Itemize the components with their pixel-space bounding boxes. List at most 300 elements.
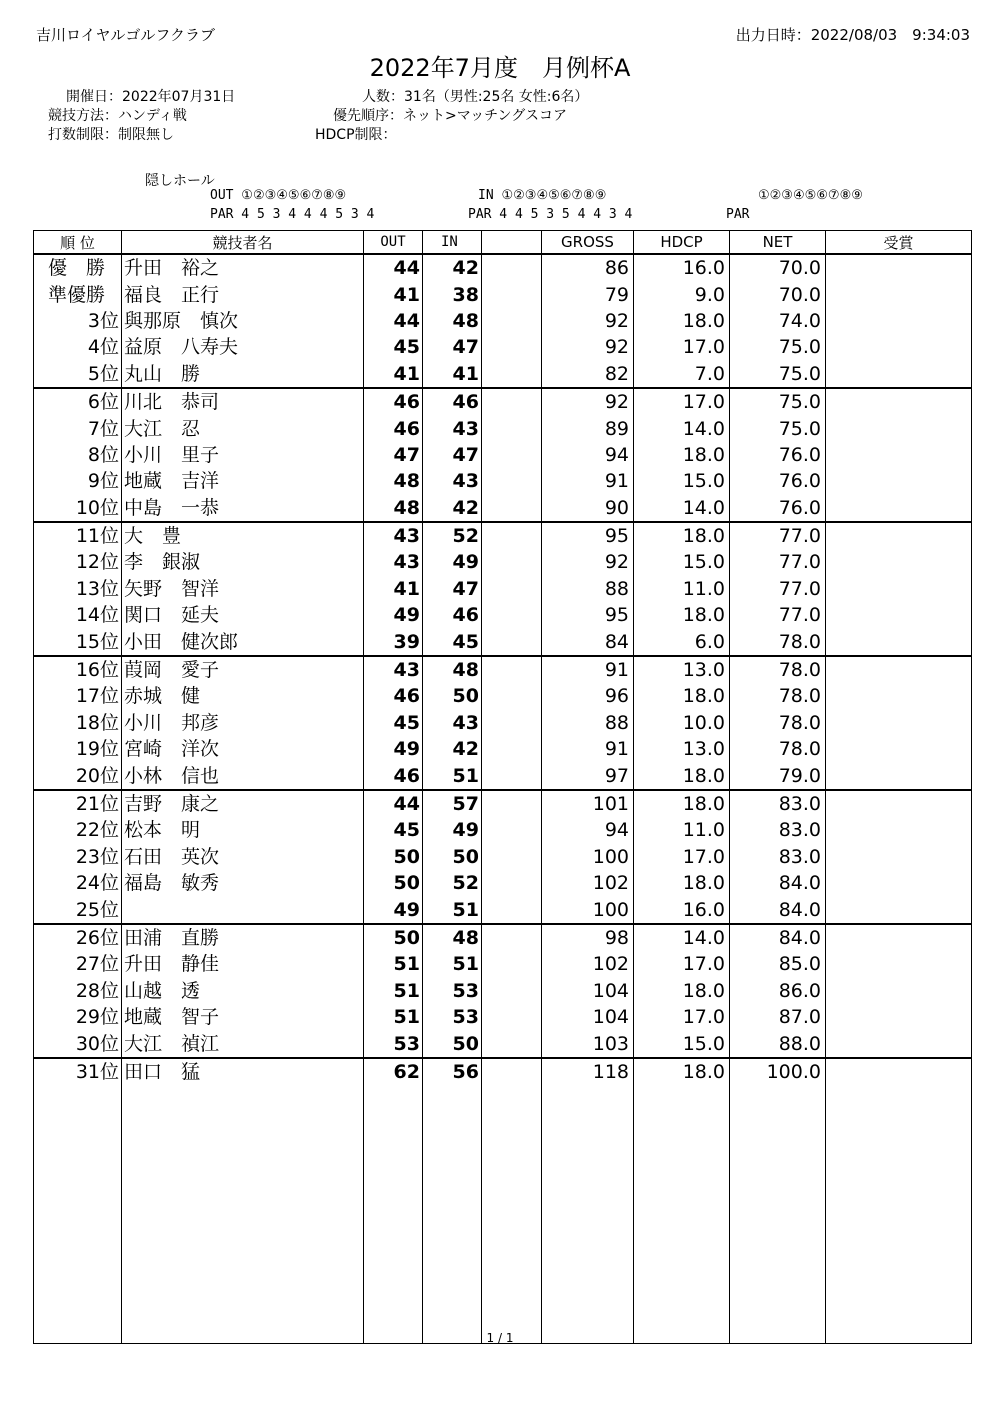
cell-award bbox=[826, 1004, 972, 1030]
cell-blank bbox=[482, 522, 542, 549]
cell-net: 70.0 bbox=[730, 254, 826, 281]
player-count: 人数：31名（男性:25名 女性:6名） bbox=[362, 89, 589, 105]
cell-blank bbox=[482, 628, 542, 655]
cell-award bbox=[826, 468, 972, 494]
cell-out: 45 bbox=[364, 710, 423, 736]
cell-in: 43 bbox=[423, 415, 482, 441]
cell-net: 78.0 bbox=[730, 656, 826, 683]
cell-name: 地蔵 吉洋 bbox=[122, 468, 364, 494]
cell-gross: 89 bbox=[542, 415, 634, 441]
cell-net: 88.0 bbox=[730, 1030, 826, 1057]
header-rank: 順 位 bbox=[34, 231, 122, 255]
cell-net: 78.0 bbox=[730, 628, 826, 655]
cell-out: 50 bbox=[364, 924, 423, 951]
cell-blank bbox=[482, 896, 542, 923]
table-row bbox=[34, 576, 972, 602]
cell-hdcp: 13.0 bbox=[634, 656, 730, 683]
cell-hdcp: 17.0 bbox=[634, 844, 730, 870]
cell-name: 吉野 康之 bbox=[122, 790, 364, 817]
cell-gross: 97 bbox=[542, 762, 634, 789]
cell-out: 53 bbox=[364, 1030, 423, 1057]
cell-award bbox=[826, 442, 972, 468]
cell-name: 小林 信也 bbox=[122, 762, 364, 789]
event-info-right bbox=[315, 88, 588, 145]
cell-name: 地蔵 智子 bbox=[122, 1004, 364, 1030]
cell-in: 49 bbox=[423, 549, 482, 575]
cell-rank: 準優勝 bbox=[34, 281, 122, 307]
cell-hdcp: 16.0 bbox=[634, 896, 730, 923]
cell-rank: 11位 bbox=[34, 522, 122, 549]
cell-gross: 92 bbox=[542, 388, 634, 415]
cell-hdcp: 17.0 bbox=[634, 1004, 730, 1030]
cell-net: 84.0 bbox=[730, 896, 826, 923]
cell-name: 與那原 慎次 bbox=[122, 308, 364, 334]
cell-award bbox=[826, 762, 972, 789]
cell-hdcp: 16.0 bbox=[634, 254, 730, 281]
table-filler-row bbox=[34, 1085, 972, 1344]
cell-gross: 86 bbox=[542, 254, 634, 281]
table-row bbox=[34, 442, 972, 468]
cell-gross: 98 bbox=[542, 924, 634, 951]
cell-gross: 104 bbox=[542, 978, 634, 1004]
table-row bbox=[34, 522, 972, 549]
cell-gross: 84 bbox=[542, 628, 634, 655]
cell-name: 大 豊 bbox=[122, 522, 364, 549]
cell-net: 75.0 bbox=[730, 361, 826, 388]
cell-in: 47 bbox=[423, 576, 482, 602]
cell-gross: 94 bbox=[542, 442, 634, 468]
cell-net: 79.0 bbox=[730, 762, 826, 789]
cell-rank: 31位 bbox=[34, 1058, 122, 1085]
cell-name: 福島 敏秀 bbox=[122, 870, 364, 896]
competition-method: 競技方法：ハンディ戦 bbox=[48, 108, 187, 124]
cell-gross: 92 bbox=[542, 308, 634, 334]
filler-cell bbox=[826, 1085, 972, 1344]
table-row bbox=[34, 683, 972, 709]
cell-rank: 20位 bbox=[34, 762, 122, 789]
cell-name: 山越 透 bbox=[122, 978, 364, 1004]
cell-rank: 10位 bbox=[34, 495, 122, 522]
cell-gross: 102 bbox=[542, 951, 634, 977]
cell-net: 85.0 bbox=[730, 951, 826, 977]
cell-name: 益原 八寿夫 bbox=[122, 334, 364, 360]
cell-net: 76.0 bbox=[730, 442, 826, 468]
cell-award bbox=[826, 254, 972, 281]
cell-in: 53 bbox=[423, 1004, 482, 1030]
par-in: PAR 4 4 5 3 5 4 4 3 4 bbox=[468, 207, 633, 222]
cell-gross: 96 bbox=[542, 683, 634, 709]
cell-blank bbox=[482, 495, 542, 522]
cell-rank: 優 勝 bbox=[34, 254, 122, 281]
header-out: OUT bbox=[364, 231, 423, 255]
cell-gross: 79 bbox=[542, 281, 634, 307]
cell-out: 51 bbox=[364, 978, 423, 1004]
cell-net: 77.0 bbox=[730, 549, 826, 575]
filler-cell bbox=[634, 1085, 730, 1344]
cell-blank bbox=[482, 334, 542, 360]
cell-award bbox=[826, 924, 972, 951]
cell-hdcp: 6.0 bbox=[634, 628, 730, 655]
cell-in: 46 bbox=[423, 388, 482, 415]
cell-net: 83.0 bbox=[730, 790, 826, 817]
cell-net: 87.0 bbox=[730, 1004, 826, 1030]
cell-out: 45 bbox=[364, 817, 423, 843]
cell-name: 升田 静佳 bbox=[122, 951, 364, 977]
cell-name: 宮崎 洋次 bbox=[122, 736, 364, 762]
cell-rank: 12位 bbox=[34, 549, 122, 575]
cell-name: 小田 健次郎 bbox=[122, 628, 364, 655]
cell-rank: 13位 bbox=[34, 576, 122, 602]
cell-award bbox=[826, 656, 972, 683]
cell-out: 47 bbox=[364, 442, 423, 468]
cell-blank bbox=[482, 790, 542, 817]
cell-name: 田口 猛 bbox=[122, 1058, 364, 1085]
cell-gross: 100 bbox=[542, 896, 634, 923]
cell-blank bbox=[482, 978, 542, 1004]
cell-rank: 30位 bbox=[34, 1030, 122, 1057]
cell-hdcp: 10.0 bbox=[634, 710, 730, 736]
cell-net: 84.0 bbox=[730, 870, 826, 896]
cell-award bbox=[826, 710, 972, 736]
output-datetime: 出力日時：2022/08/03 9:34:03 bbox=[735, 26, 970, 44]
cell-in: 51 bbox=[423, 951, 482, 977]
cell-out: 49 bbox=[364, 896, 423, 923]
cell-award bbox=[826, 549, 972, 575]
cell-name: 関口 延夫 bbox=[122, 602, 364, 628]
table-row bbox=[34, 549, 972, 575]
cell-gross: 103 bbox=[542, 1030, 634, 1057]
header-in: IN bbox=[423, 231, 482, 255]
stroke-limit: 打数制限：制限無し bbox=[48, 127, 174, 143]
cell-rank: 15位 bbox=[34, 628, 122, 655]
table-row bbox=[34, 817, 972, 843]
cell-gross: 101 bbox=[542, 790, 634, 817]
cell-rank: 16位 bbox=[34, 656, 122, 683]
filler-cell bbox=[730, 1085, 826, 1344]
cell-name: 田浦 直勝 bbox=[122, 924, 364, 951]
cell-in: 52 bbox=[423, 522, 482, 549]
cell-out: 41 bbox=[364, 281, 423, 307]
cell-award bbox=[826, 790, 972, 817]
cell-blank bbox=[482, 468, 542, 494]
cell-net: 76.0 bbox=[730, 495, 826, 522]
cell-in: 47 bbox=[423, 334, 482, 360]
cell-in: 53 bbox=[423, 978, 482, 1004]
table-row bbox=[34, 361, 972, 388]
filler-cell bbox=[364, 1085, 423, 1344]
hidden-holes-out: OUT ①②③④⑤⑥⑦⑧⑨ bbox=[210, 188, 347, 203]
cell-rank: 4位 bbox=[34, 334, 122, 360]
cell-out: 48 bbox=[364, 468, 423, 494]
cell-award bbox=[826, 308, 972, 334]
table-row bbox=[34, 844, 972, 870]
cell-blank bbox=[482, 549, 542, 575]
cell-blank bbox=[482, 442, 542, 468]
table-row bbox=[34, 978, 972, 1004]
header-hdcp: HDCP bbox=[634, 231, 730, 255]
table-row bbox=[34, 334, 972, 360]
cell-name: 升田 裕之 bbox=[122, 254, 364, 281]
cell-in: 43 bbox=[423, 710, 482, 736]
filler-cell bbox=[482, 1085, 542, 1344]
cell-award bbox=[826, 522, 972, 549]
cell-award bbox=[826, 388, 972, 415]
cell-hdcp: 17.0 bbox=[634, 388, 730, 415]
cell-rank: 25位 bbox=[34, 896, 122, 923]
cell-rank: 5位 bbox=[34, 361, 122, 388]
cell-hdcp: 18.0 bbox=[634, 870, 730, 896]
cell-blank bbox=[482, 683, 542, 709]
hdcp-limit: HDCP制限： bbox=[315, 127, 397, 143]
cell-net: 75.0 bbox=[730, 415, 826, 441]
cell-net: 86.0 bbox=[730, 978, 826, 1004]
cell-hdcp: 17.0 bbox=[634, 951, 730, 977]
par-extra: PAR bbox=[726, 207, 750, 222]
table-row bbox=[34, 1058, 972, 1085]
cell-out: 46 bbox=[364, 388, 423, 415]
cell-gross: 92 bbox=[542, 549, 634, 575]
table-row bbox=[34, 656, 972, 683]
cell-award bbox=[826, 736, 972, 762]
cell-out: 49 bbox=[364, 736, 423, 762]
cell-award bbox=[826, 602, 972, 628]
cell-gross: 94 bbox=[542, 817, 634, 843]
cell-name: 福良 正行 bbox=[122, 281, 364, 307]
hidden-holes-label: 隠しホール bbox=[145, 173, 215, 189]
cell-hdcp: 18.0 bbox=[634, 442, 730, 468]
cell-net: 75.0 bbox=[730, 388, 826, 415]
cell-blank bbox=[482, 736, 542, 762]
cell-gross: 91 bbox=[542, 736, 634, 762]
cell-net: 78.0 bbox=[730, 710, 826, 736]
cell-out: 44 bbox=[364, 254, 423, 281]
cell-blank bbox=[482, 951, 542, 977]
cell-out: 50 bbox=[364, 870, 423, 896]
cell-name: 葭岡 愛子 bbox=[122, 656, 364, 683]
results-table bbox=[33, 230, 972, 1344]
cell-award bbox=[826, 628, 972, 655]
table-row bbox=[34, 388, 972, 415]
cell-in: 42 bbox=[423, 736, 482, 762]
cell-hdcp: 18.0 bbox=[634, 683, 730, 709]
cell-rank: 18位 bbox=[34, 710, 122, 736]
cell-net: 83.0 bbox=[730, 844, 826, 870]
cell-blank bbox=[482, 1030, 542, 1057]
header-net: NET bbox=[730, 231, 826, 255]
cell-blank bbox=[482, 710, 542, 736]
cell-gross: 91 bbox=[542, 468, 634, 494]
table-row bbox=[34, 924, 972, 951]
cell-blank bbox=[482, 1004, 542, 1030]
filler-cell bbox=[122, 1085, 364, 1344]
cell-gross: 102 bbox=[542, 870, 634, 896]
cell-out: 45 bbox=[364, 334, 423, 360]
cell-net: 77.0 bbox=[730, 522, 826, 549]
hidden-holes-in: IN ①②③④⑤⑥⑦⑧⑨ bbox=[478, 188, 607, 203]
cell-hdcp: 18.0 bbox=[634, 762, 730, 789]
cell-in: 45 bbox=[423, 628, 482, 655]
cell-in: 43 bbox=[423, 468, 482, 494]
cell-award bbox=[826, 870, 972, 896]
cell-in: 48 bbox=[423, 924, 482, 951]
cell-name: 小川 邦彦 bbox=[122, 710, 364, 736]
cell-rank: 24位 bbox=[34, 870, 122, 896]
table-row bbox=[34, 870, 972, 896]
cell-in: 46 bbox=[423, 602, 482, 628]
cell-hdcp: 15.0 bbox=[634, 1030, 730, 1057]
cell-out: 46 bbox=[364, 415, 423, 441]
cell-gross: 91 bbox=[542, 656, 634, 683]
hidden-holes-extra: ①②③④⑤⑥⑦⑧⑨ bbox=[758, 188, 863, 203]
cell-out: 43 bbox=[364, 549, 423, 575]
table-row bbox=[34, 254, 972, 281]
cell-rank: 29位 bbox=[34, 1004, 122, 1030]
cell-award bbox=[826, 495, 972, 522]
cell-in: 48 bbox=[423, 308, 482, 334]
header-gross: GROSS bbox=[542, 231, 634, 255]
table-row bbox=[34, 762, 972, 789]
cell-award bbox=[826, 576, 972, 602]
cell-hdcp: 9.0 bbox=[634, 281, 730, 307]
cell-gross: 104 bbox=[542, 1004, 634, 1030]
cell-award bbox=[826, 334, 972, 360]
cell-rank: 26位 bbox=[34, 924, 122, 951]
cell-name: 赤城 健 bbox=[122, 683, 364, 709]
cell-rank: 6位 bbox=[34, 388, 122, 415]
cell-blank bbox=[482, 924, 542, 951]
cell-out: 46 bbox=[364, 683, 423, 709]
cell-hdcp: 18.0 bbox=[634, 522, 730, 549]
cell-in: 50 bbox=[423, 844, 482, 870]
par-out: PAR 4 5 3 4 4 4 5 3 4 bbox=[210, 207, 375, 222]
cell-gross: 118 bbox=[542, 1058, 634, 1085]
cell-in: 42 bbox=[423, 495, 482, 522]
cell-hdcp: 18.0 bbox=[634, 978, 730, 1004]
cell-hdcp: 18.0 bbox=[634, 790, 730, 817]
cell-in: 52 bbox=[423, 870, 482, 896]
cell-hdcp: 14.0 bbox=[634, 415, 730, 441]
cell-award bbox=[826, 951, 972, 977]
cell-award bbox=[826, 1058, 972, 1085]
cell-name: 石田 英次 bbox=[122, 844, 364, 870]
cell-out: 51 bbox=[364, 1004, 423, 1030]
table-row bbox=[34, 710, 972, 736]
cell-award bbox=[826, 361, 972, 388]
cell-award bbox=[826, 415, 972, 441]
cell-blank bbox=[482, 281, 542, 307]
cell-in: 48 bbox=[423, 656, 482, 683]
cell-out: 44 bbox=[364, 790, 423, 817]
cell-rank: 22位 bbox=[34, 817, 122, 843]
cell-blank bbox=[482, 361, 542, 388]
cell-rank: 17位 bbox=[34, 683, 122, 709]
table-row bbox=[34, 495, 972, 522]
cell-rank: 9位 bbox=[34, 468, 122, 494]
filler-cell bbox=[542, 1085, 634, 1344]
cell-blank bbox=[482, 576, 542, 602]
cell-net: 75.0 bbox=[730, 334, 826, 360]
cell-award bbox=[826, 896, 972, 923]
cell-blank bbox=[482, 844, 542, 870]
cell-rank: 21位 bbox=[34, 790, 122, 817]
cell-name: 小川 里子 bbox=[122, 442, 364, 468]
cell-out: 48 bbox=[364, 495, 423, 522]
cell-hdcp: 14.0 bbox=[634, 924, 730, 951]
cell-net: 76.0 bbox=[730, 468, 826, 494]
table-row bbox=[34, 628, 972, 655]
cell-blank bbox=[482, 415, 542, 441]
cell-gross: 92 bbox=[542, 334, 634, 360]
cell-award bbox=[826, 1030, 972, 1057]
table-row bbox=[34, 736, 972, 762]
cell-gross: 95 bbox=[542, 602, 634, 628]
table-row bbox=[34, 790, 972, 817]
cell-net: 84.0 bbox=[730, 924, 826, 951]
cell-hdcp: 18.0 bbox=[634, 308, 730, 334]
cell-rank: 7位 bbox=[34, 415, 122, 441]
table-row bbox=[34, 896, 972, 923]
table-row bbox=[34, 951, 972, 977]
cell-award bbox=[826, 683, 972, 709]
cell-blank bbox=[482, 870, 542, 896]
cell-award bbox=[826, 281, 972, 307]
cell-gross: 95 bbox=[542, 522, 634, 549]
cell-name: 中島 一恭 bbox=[122, 495, 364, 522]
cell-name: 松本 明 bbox=[122, 817, 364, 843]
cell-out: 43 bbox=[364, 656, 423, 683]
cell-net: 78.0 bbox=[730, 683, 826, 709]
event-date: 開催日：2022年07月31日 bbox=[66, 89, 236, 105]
cell-gross: 82 bbox=[542, 361, 634, 388]
cell-rank: 28位 bbox=[34, 978, 122, 1004]
cell-in: 56 bbox=[423, 1058, 482, 1085]
cell-hdcp: 18.0 bbox=[634, 1058, 730, 1085]
cell-hdcp: 18.0 bbox=[634, 602, 730, 628]
filler-cell bbox=[34, 1085, 122, 1344]
table-row bbox=[34, 308, 972, 334]
cell-hdcp: 14.0 bbox=[634, 495, 730, 522]
page-title: 2022年7月度 月例杯A bbox=[369, 54, 631, 82]
cell-rank: 19位 bbox=[34, 736, 122, 762]
cell-in: 57 bbox=[423, 790, 482, 817]
cell-hdcp: 11.0 bbox=[634, 576, 730, 602]
cell-out: 41 bbox=[364, 576, 423, 602]
table-row bbox=[34, 602, 972, 628]
cell-in: 38 bbox=[423, 281, 482, 307]
cell-out: 49 bbox=[364, 602, 423, 628]
table-row bbox=[34, 415, 972, 441]
cell-in: 41 bbox=[423, 361, 482, 388]
cell-net: 83.0 bbox=[730, 817, 826, 843]
cell-blank bbox=[482, 762, 542, 789]
table-header-row bbox=[34, 231, 972, 255]
cell-out: 43 bbox=[364, 522, 423, 549]
cell-in: 51 bbox=[423, 896, 482, 923]
cell-net: 74.0 bbox=[730, 308, 826, 334]
table-row bbox=[34, 1030, 972, 1057]
table-row bbox=[34, 281, 972, 307]
cell-net: 78.0 bbox=[730, 736, 826, 762]
cell-out: 41 bbox=[364, 361, 423, 388]
cell-name: 丸山 勝 bbox=[122, 361, 364, 388]
cell-out: 50 bbox=[364, 844, 423, 870]
cell-blank bbox=[482, 388, 542, 415]
cell-rank: 14位 bbox=[34, 602, 122, 628]
cell-rank: 8位 bbox=[34, 442, 122, 468]
cell-out: 62 bbox=[364, 1058, 423, 1085]
header-name: 競技者名 bbox=[122, 231, 364, 255]
cell-blank bbox=[482, 817, 542, 843]
